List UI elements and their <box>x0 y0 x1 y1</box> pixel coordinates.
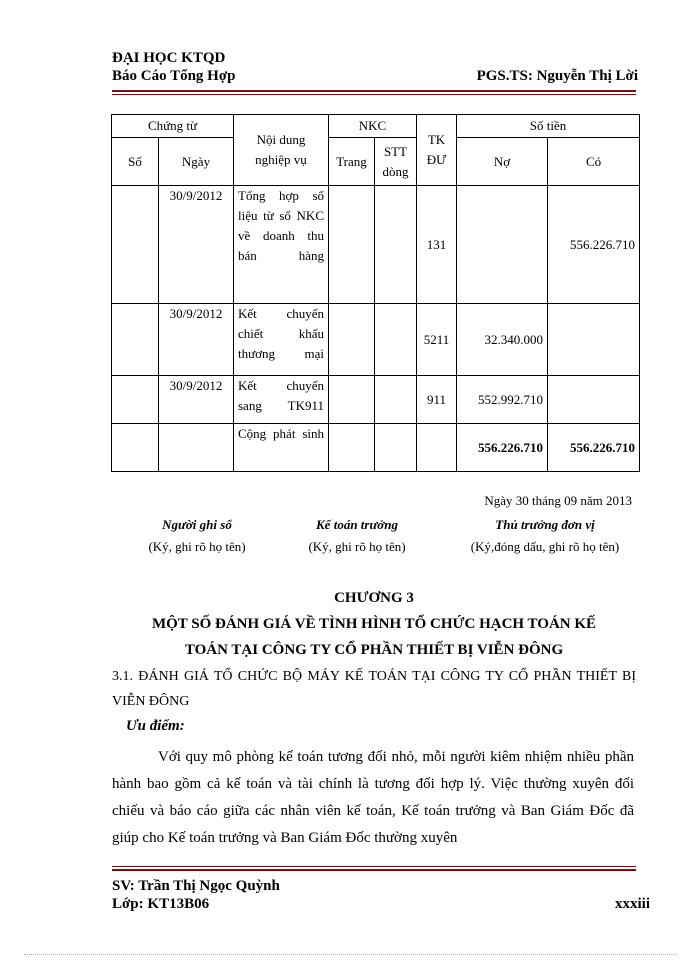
header-ngay: Ngày <box>159 138 234 186</box>
table-total-row <box>112 424 640 472</box>
cell-empty <box>375 424 417 472</box>
header-tk-du: TK ĐƯ <box>417 115 457 186</box>
header-stt-dong: STT dòng <box>375 138 417 186</box>
header-co: Có <box>548 138 640 186</box>
cell-so <box>112 376 159 424</box>
signature-director <box>470 514 620 558</box>
signature-title: Người ghi sổ <box>162 517 232 532</box>
cell-so <box>112 304 159 376</box>
cell-stt <box>375 186 417 304</box>
table-subheader-row <box>112 138 640 186</box>
cell-noi-dung <box>234 304 329 376</box>
cell-so <box>112 186 159 304</box>
header-chung-tu: Chứng từ <box>112 115 234 138</box>
cell-no <box>457 186 548 304</box>
page-number: xxxiii <box>614 896 650 912</box>
cell-co <box>548 376 640 424</box>
cell-trang <box>329 304 375 376</box>
cell-total-label <box>234 424 329 472</box>
page-bottom-divider <box>24 954 676 955</box>
signature-note: (Ký,đóng dấu, ghi rõ họ tên) <box>470 539 620 554</box>
cell-ngay: 30/9/2012 <box>159 186 234 304</box>
header-so: Số <box>112 138 159 186</box>
cell-noi-dung <box>234 376 329 424</box>
total-co: 556.226.710 <box>548 424 640 472</box>
table-row <box>112 186 640 304</box>
total-label: Cộng phát sinh <box>238 426 324 441</box>
cell-tk: 911 <box>417 376 457 424</box>
advisor-name: PGS.TS: Nguyễn Thị Lời <box>476 68 638 84</box>
university-name: ĐẠI HỌC KTQD <box>112 50 226 66</box>
cell-empty <box>329 424 375 472</box>
cell-noi-dung-text: Kết chuyển sang TK911 <box>238 378 324 413</box>
cell-noi-dung <box>234 186 329 304</box>
footer-rule-thin <box>112 866 636 867</box>
cell-stt <box>375 376 417 424</box>
footer-rule-thick <box>112 869 636 871</box>
class-code: Lớp: KT13B06 <box>112 896 210 912</box>
header-so-tien: Số tiền <box>457 115 640 138</box>
chapter-number: CHƯƠNG 3 <box>334 590 414 606</box>
signature-note: (Ký, ghi rõ họ tên) <box>308 539 406 554</box>
header-nkc: NKC <box>329 115 417 138</box>
chapter-title-line1: MỘT SỐ ĐÁNH GIÁ VỀ TÌNH HÌNH TỔ CHỨC HẠCH TOÁN KẾ <box>151 616 597 632</box>
cell-tk: 131 <box>417 186 457 304</box>
total-no: 556.226.710 <box>457 424 548 472</box>
header-rule-thick <box>112 90 636 92</box>
cell-empty <box>112 424 159 472</box>
cell-stt <box>375 304 417 376</box>
table-header-row <box>112 115 640 138</box>
body-paragraph: Với quy mô phòng kế toán tương đối nhỏ, mỗi người kiêm nhiệm nhiều phần hành bao gồm cả kế toán và tài chính là tương đối hợp lý. Việc thường xuyên đối chiếu và báo cáo giữa các nhân viên kế toán, Kế toán trưởng và Ban Giám Đốc đã giúp cho Kế toán trưởng và Ban Giám Đốc thường xuyên <box>112 749 634 846</box>
signature-note: (Ký, ghi rõ họ tên) <box>148 539 246 554</box>
section-heading: 3.1. ĐÁNH GIÁ TỔ CHỨC BỘ MÁY KẾ TOÁN TẠI CÔNG TY CỔ PHẦN THIẾT BỊ VIỄN ĐÔNG <box>112 669 636 709</box>
signature-title: Thủ trưởng đơn vị <box>495 517 595 532</box>
cell-no: 552.992.710 <box>457 376 548 424</box>
report-title: Báo Cáo Tổng Hợp <box>112 68 236 84</box>
cell-empty <box>159 424 234 472</box>
advantages-label: Ưu điểm: <box>126 718 185 734</box>
header-no: Nợ <box>457 138 548 186</box>
cell-ngay: 30/9/2012 <box>159 376 234 424</box>
cell-co: 556.226.710 <box>548 186 640 304</box>
student-name: SV: Trần Thị Ngọc Quỳnh <box>112 878 280 894</box>
cell-noi-dung-text: Kết chuyển chiết khấu thương mại <box>238 306 324 361</box>
header-rule-thin <box>112 94 636 95</box>
signature-recorder <box>112 514 282 558</box>
signature-title: Kế toán trưởng <box>316 517 398 532</box>
table-row <box>112 304 640 376</box>
cell-tk: 5211 <box>417 304 457 376</box>
cell-no: 32.340.000 <box>457 304 548 376</box>
ledger-table <box>111 114 640 472</box>
signature-chief-accountant <box>272 514 442 558</box>
cell-co <box>548 304 640 376</box>
cell-trang <box>329 376 375 424</box>
chapter-title-line2: TOÁN TẠI CÔNG TY CỔ PHẦN THIẾT BỊ VIỄN ĐÔNG <box>184 642 564 658</box>
header-trang: Trang <box>329 138 375 186</box>
cell-trang <box>329 186 375 304</box>
cell-ngay: 30/9/2012 <box>159 304 234 376</box>
cell-noi-dung-text: Tổng hợp số liệu từ sổ NKC về doanh thu bán hàng <box>238 188 324 263</box>
header-noi-dung: Nội dung nghiệp vụ <box>234 115 329 186</box>
cell-empty <box>417 424 457 472</box>
table-row <box>112 376 640 424</box>
date-line: Ngày 30 tháng 09 năm 2013 <box>484 493 632 508</box>
